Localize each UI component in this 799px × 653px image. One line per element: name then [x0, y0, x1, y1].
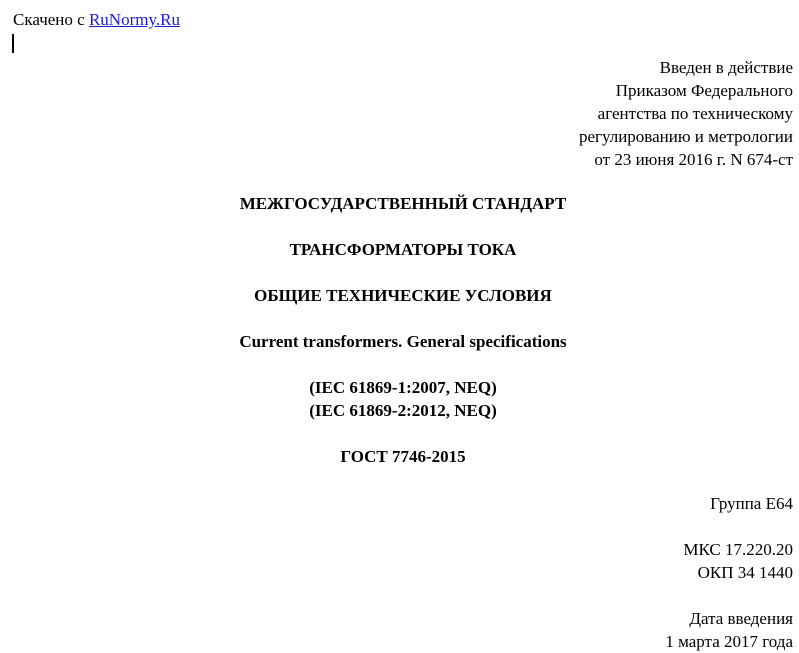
source-link[interactable]: RuNormy.Ru [88, 10, 180, 29]
source-prefix: Скачено с [13, 10, 85, 29]
okp-code: ОКП 34 1440 [697, 563, 793, 582]
group-code: Группа Е64 [710, 494, 793, 513]
enactment-line: агентства по техническому [597, 104, 793, 123]
standard-kind: МЕЖГОСУДАРСТВЕННЫЙ СТАНДАРТ [239, 194, 567, 213]
effective-date-block [665, 607, 793, 653]
enactment-line: от 23 июня 2016 г. N 674-ст [594, 150, 793, 169]
iec-reference: (IEC 61869-1:2007, NEQ) [309, 378, 497, 397]
classification-codes [683, 538, 793, 584]
standard-designation: ГОСТ 7746-2015 [340, 447, 466, 466]
english-title: Current transformers. General specifications [239, 332, 567, 351]
enactment-note [579, 56, 793, 171]
enactment-line: Приказом Федерального [615, 81, 793, 100]
standard-subtitle: ОБЩИЕ ТЕХНИЧЕСКИЕ УСЛОВИЯ [254, 286, 552, 305]
effective-date-value: 1 марта 2017 года [665, 632, 793, 651]
effective-date-label: Дата введения [689, 609, 793, 628]
standard-title: ТРАНСФОРМАТОРЫ ТОКА [289, 240, 517, 259]
mks-code: МКС 17.220.20 [683, 540, 793, 559]
text-cursor [12, 34, 14, 53]
source-line [13, 9, 180, 31]
enactment-line: Введен в действие [659, 58, 793, 77]
iec-reference: (IEC 61869-2:2012, NEQ) [309, 401, 497, 420]
enactment-line: регулированию и метрологии [578, 127, 793, 146]
